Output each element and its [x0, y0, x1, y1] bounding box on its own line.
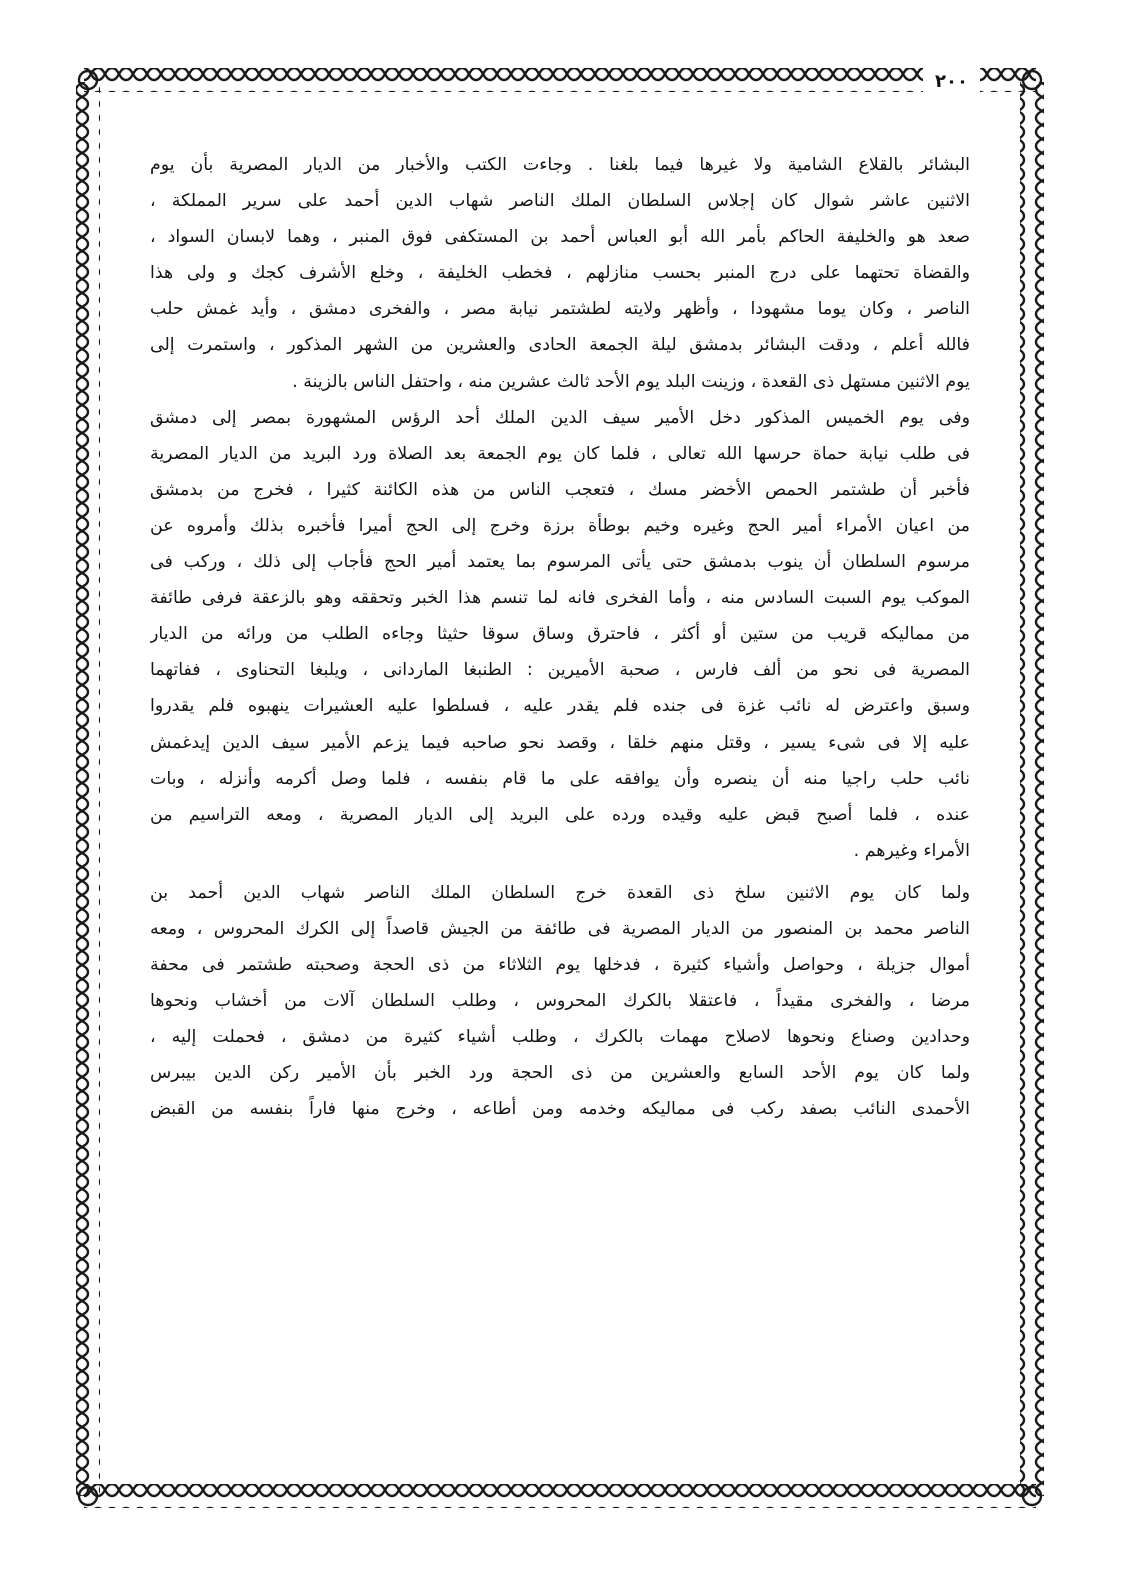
document-body: [150, 147, 970, 1128]
text-line: الموكب يوم السبت السادس منه ، وأما الفخرى فانه لما تنسم هذا الخبر وتحققه وهو بالزعقة فرفى طائفة: [150, 588, 970, 609]
paragraph: [150, 400, 970, 869]
text-line: الأحمدى النائب بصفد ركب فى مماليكه وخدمه ومن أطاعه ، وخرج منها فاراً بنفسه من القبض: [150, 1099, 970, 1120]
text-line: عنده ، فلما أصبح قبض عليه وقيده ورده على البريد إلى الديار المصرية ، ومعه التراسيم من: [150, 804, 970, 825]
text-line: عليه إلا فى شىء يسير ، وقتل منهم خلقا ، وقصد نحو صاحبه فيما يزعم الأمير سيف الدين إيدغمش: [150, 732, 970, 753]
text-line: المصرية فى نحو من ألف فارس ، صحبة الأميرين : الطنبغا الماردانى ، ويلبغا التحناوى ، ففاتهما: [150, 660, 970, 681]
text-line: الناصر ، وكان يوما مشهودا ، وأظهر ولايته لطشتمر نيابة مصر ، والفخرى دمشق ، وأيد غمش حلب: [150, 299, 970, 320]
paragraph: [150, 875, 970, 1128]
text-line: يوم الاثنين مستهل ذى القعدة ، وزينت البلد يوم الأحد ثالث عشرين منه ، واحتفل الناس بالزينة .: [292, 371, 970, 392]
text-line: وحدادين وصناع ونحوها لاصلاح مهمات بالكرك ، وطلب أشياء كثيرة من دمشق ، فحملت إليه ،: [150, 1027, 970, 1048]
text-line: الاثنين عاشر شوال كان إجلاس السلطان الملك الناصر شهاب الدين أحمد على سرير المملكة ،: [150, 191, 970, 212]
text-line: والقضاة تحتهما على درج المنبر بحسب منازلهم ، فخطب الخليفة ، وخلع الأشرف كجك و ولى هذا: [150, 263, 970, 284]
text-line: وسبق واعترض له نائب غزة فى جنده فلم يقدر عليه ، فسلطوا عليه العشيرات ينهبوه فلم يقدروا: [150, 696, 970, 717]
text-line: فأخبر أن طشتمر الحمص الأخضر مسك ، فتعجب الناس من هذه الكائنة كثيرا ، فخرج من بدمشق: [150, 479, 970, 500]
text-line: صعد هو والخليفة الحاكم بأمر الله أبو العباس أحمد بن المستكفى فوق المنبر ، وهما لابسان السواد ،: [150, 227, 970, 248]
text-line: فى طلب نيابة حماة حرسها الله تعالى ، فلما كان يوم الجمعة بعد الصلاة ورد البريد من الديار المصرية: [150, 443, 970, 464]
text-line: نائب حلب راجيا منه أن ينصره وأن يوافقه على ما قام بنفسه ، فلما وصل أكرمه وأنزله ، وبات: [150, 768, 970, 789]
text-line: أموال جزيلة ، وحواصل وأشياء كثيرة ، فدخلها يوم الثلاثاء من ذى الحجة وصحبته طشتمر فى محفة: [150, 955, 970, 976]
text-line: مرسوم السلطان أن ينوب بدمشق حتى يأتى المرسوم بما يعتمد أمير الحج فأجاب إلى ذلك ، وركب فى: [150, 552, 970, 573]
text-line: الناصر محمد بن المنصور من الديار المصرية فى طائفة من الجيش قاصداً إلى الكرك المحروس ، ومعه: [150, 918, 970, 939]
text-line: وفى يوم الخميس المذكور دخل الأمير سيف الدين الملك أحد الرؤس المشهورة بمصر إلى دمشق: [150, 407, 970, 428]
page-number: ٢٠٠: [923, 64, 980, 100]
text-line: ولما كان يوم الأحد السابع والعشرين من ذى الحجة ورد الخبر بأن الأمير ركن الدين بيبرس: [150, 1063, 970, 1084]
text-line: الأمراء وغيرهم .: [853, 840, 970, 861]
text-line: فالله أعلم ، ودقت البشائر بدمشق ليلة الجمعة الحادى والعشرين من الشهر المذكور ، واستمرت إلى: [150, 335, 970, 356]
text-line: البشائر بالقلاع الشامية ولا غيرها فيما بلغنا . وجاءت الكتب والأخبار من الديار المصرية بأن يوم: [150, 155, 970, 175]
text-line: من اعيان الأمراء أمير الحج وغيره وخيم بوطأة برزة وخرج إلى الحج أميرا فأخبره بذلك وأمروه عن: [150, 515, 970, 536]
paragraph: [150, 147, 970, 400]
text-line: من مماليكه قريب من ستين أو أكثر ، فاحترق وساق سوقا حثيثا وجاءه الطلب من ورائه من الديار: [150, 624, 970, 645]
page-frame: [70, 62, 1050, 1516]
text-line: مرضا ، والفخرى مقيداً ، فاعتقلا بالكرك المحروس ، وطلب السلطان آلات من أخشاب ونحوها: [150, 991, 970, 1012]
text-line: ولما كان يوم الاثنين سلخ ذى القعدة خرج السلطان الملك الناصر شهاب الدين أحمد بن: [150, 882, 970, 903]
